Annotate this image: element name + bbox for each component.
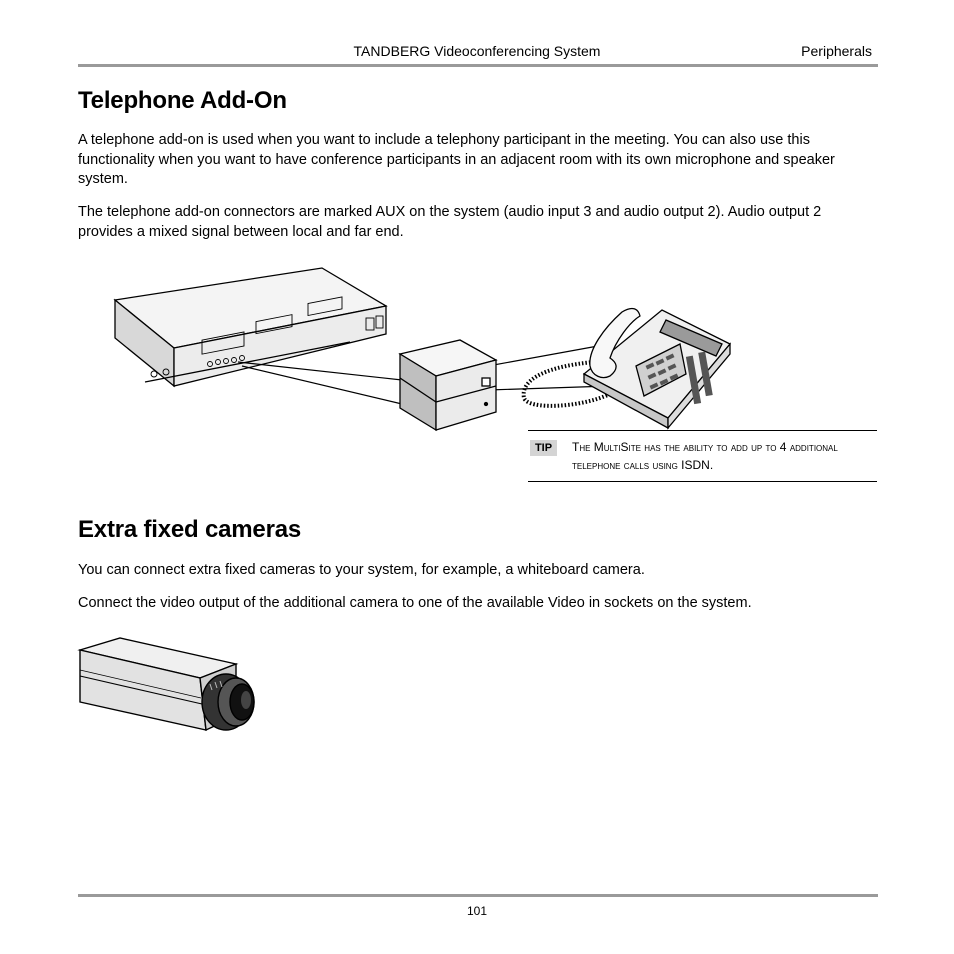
- cameras-paragraph-2: Connect the video output of the additional camera to one of the available Video in sockets on the system.: [78, 595, 752, 611]
- telephone-setup-illustration: [110, 262, 740, 432]
- telephone-heading: Telephone Add-On: [78, 87, 287, 114]
- cameras-paragraph-1: You can connect extra fixed cameras to your system, for example, a whiteboard camera.: [78, 562, 645, 578]
- tip-text: The MultiSite has the ability to add up to 4 additional telephone calls using ISDN.: [572, 440, 838, 472]
- telephone-drawing: [584, 309, 730, 428]
- page-number: 101: [466, 904, 488, 918]
- tip-top-rule: [528, 430, 877, 431]
- tip-badge: TIP: [530, 440, 557, 456]
- header-title: TANDBERG Videoconferencing System: [353, 43, 601, 59]
- header-rule: [78, 64, 878, 67]
- fixed-camera-illustration: [76, 636, 262, 736]
- tip-bottom-rule: [528, 481, 877, 482]
- telephone-add-on-box: [400, 340, 496, 430]
- telephone-paragraph-2: The telephone add-on connectors are marked AUX on the system (audio input 3 and audio output 2). Audio output 2 provides a mixed signal between local and far end.: [78, 204, 822, 240]
- footer-rule: [78, 894, 878, 897]
- telephone-paragraph-1: A telephone add-on is used when you want to include a telephony participant in the meeting. You can also use this functionality when you want to have conference participants in an adjacent room with its own microphone and speaker system.: [78, 132, 835, 187]
- cameras-heading: Extra fixed cameras: [78, 516, 302, 543]
- header-section: Peripherals: [801, 43, 872, 59]
